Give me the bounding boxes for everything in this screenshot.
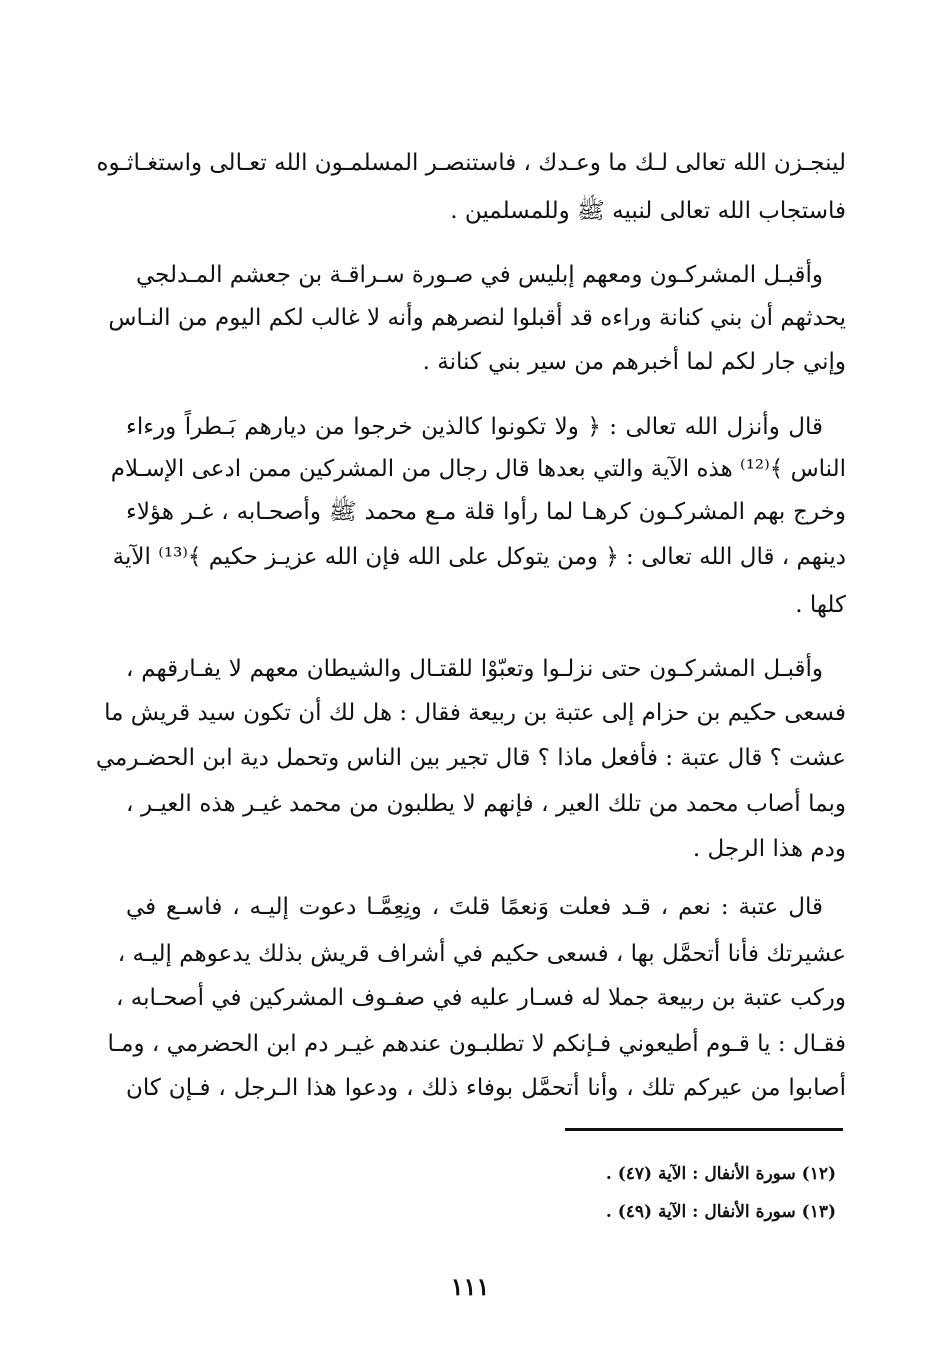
text-line: وركب عتبة بن ربيعة جملا له فسـار عليه في صفـوف المشركين في أصحـابه ،: [116, 985, 846, 1011]
text-line: قال عتبة : نعم ، قـد فعلت وَنعمًا قلتَ ، ونِعِمَّـا دعوت إليـه ، فاسـع في: [126, 894, 823, 920]
text-line: الناس ﴾⁽¹²⁾ هذه الآية والتي بعدها قال رجال من المشركين ممن ادعى الإسـلام: [110, 456, 846, 482]
text-line: فسعى حكيم بن حزام إلى عتبة بن ربيعة فقال : هل لك أن تكون سيد قريش ما: [104, 700, 846, 726]
footnote-12: (١٢) سورة الأنفال : الآية (٤٧) .: [605, 1164, 836, 1184]
text-line: وإني جار لكم لما أخبرهم من سير بني كنانة .: [422, 349, 846, 375]
text-line: قال وأنزل الله تعالى : ﴿ ولا تكونوا كالذين خرجوا من ديارهم بَـطراً ورءاء: [126, 414, 823, 440]
text-line: أصابوا من عيركم تلك ، وأنا أتحمَّل بوفاء ذلك ، ودعوا هذا الـرجل ، فـإن كان: [126, 1075, 846, 1101]
footnote-divider: [565, 1128, 843, 1131]
text-line: لينجـزن الله تعالى لـك ما وعـدك ، فاستنصـر المسلمـون الله تعـالى واستغـاثـوه: [96, 150, 846, 176]
footnote-13: (١٣) سورة الأنفال : الآية (٤٩) .: [605, 1202, 836, 1222]
text-line: فقـال : يا قـوم أطيعوني فـإنكم لا تطلبـون عندهم غيـر دم ابن الحضرمي ، ومـا: [107, 1031, 846, 1057]
text-line: وبما أصاب محمد من تلك العير ، فإنهم لا يطلبون من محمد غيـر هذه العيـر ،: [126, 791, 846, 817]
text-line: دينهم ، قال الله تعالى : ﴿ ومن يتوكل على الله فإن الله عزيـز حكيم ﴾⁽¹³⁾ الآية: [112, 544, 846, 570]
text-line: عشيرتك فأنا أتحمَّل بها ، فسعى حكيم في أشراف قريش بذلك يدعوهم إليـه ،: [117, 941, 846, 967]
page-number: ١١١: [450, 1272, 490, 1301]
text-line: يحدثهم أن بني كنانة وراءه قد أقبلوا لنصرهم وأنه لا غالب لكم اليوم من النـاس: [108, 305, 846, 331]
text-line: عشت ؟ قال عتبة : فأفعل ماذا ؟ قال تجير بين الناس وتحمل دية ابن الحضـرمي: [95, 745, 846, 771]
text-line: فاستجاب الله تعالى لنبيه ﷺ وللمسلمين .: [450, 198, 846, 224]
text-line: وخرج بهم المشركـون كرهـا لما رأوا قلة مـع محمد ﷺ وأصحـابه ، غـر هؤلاء: [126, 499, 846, 525]
text-line: ودم هذا الرجل .: [692, 836, 846, 862]
text-line: وأقبـل المشركـون ومعهم إبليس في صـورة سـراقـة بن جعشم المـدلجي: [135, 262, 823, 288]
text-line: كلها .: [795, 592, 846, 618]
text-line: وأقبـل المشركـون حتى نزلـوا وتعبّوْا للقتـال والشيطان معهم لا يفـارقهم ،: [126, 656, 823, 682]
